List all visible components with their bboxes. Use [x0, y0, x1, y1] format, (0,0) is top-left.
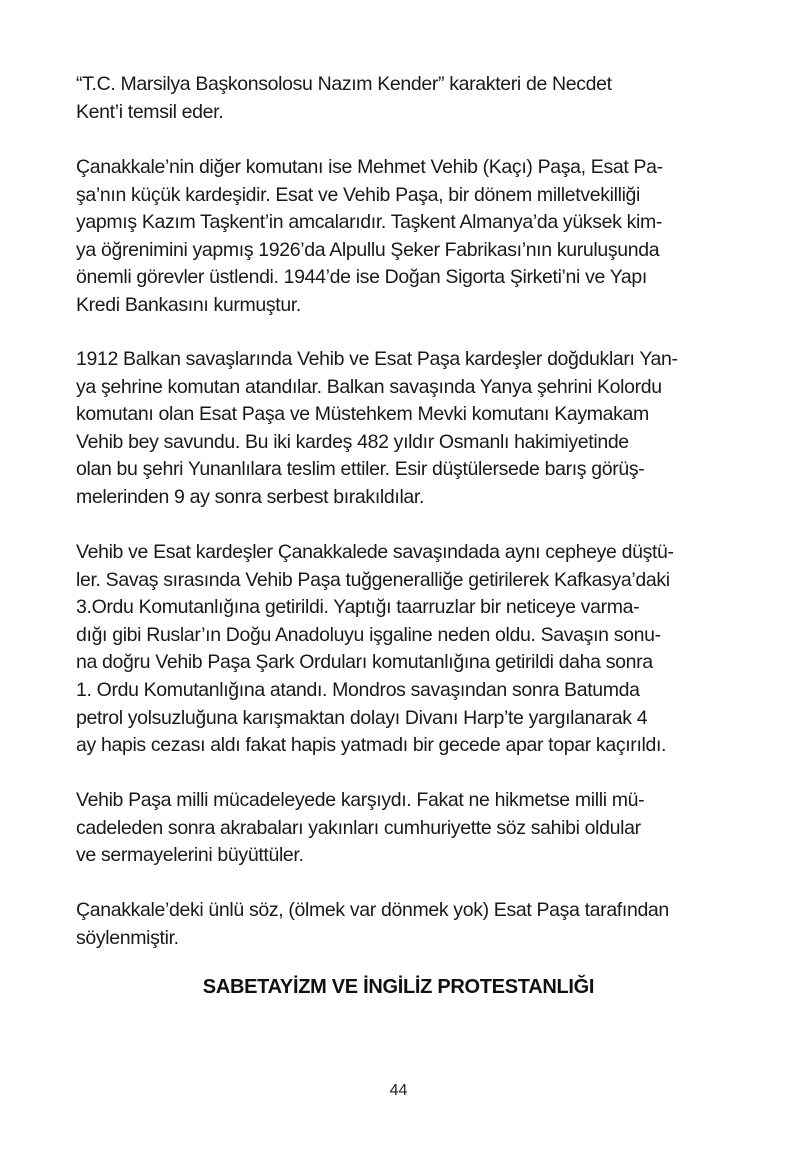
text-line: Çanakkale’deki ünlü söz, (ölmek var dönmek yok) Esat Paşa tarafından [76, 899, 669, 921]
text-line: melerinden 9 ay sonra serbest bırakıldılar. [76, 485, 425, 508]
text-line: 1. Ordu Komutanlığına atandı. Mondros savaşından sonra Batumda [76, 678, 640, 701]
text-line: şa’nın küçük kardeşidir. Esat ve Vehib Paşa, bir dönem milletvekilliği [76, 183, 641, 206]
text-line: Vehib Paşa milli mücadeleyede karşıydı. Fakat ne hikmetse milli mü- [76, 789, 645, 811]
text-line: ve sermayelerini büyüttüler. [76, 844, 304, 867]
text-line: Vehib ve Esat kardeşler Çanakkalede savaşındada aynı cepheye düştü- [76, 541, 674, 563]
text-line: na doğru Vehib Paşa Şark Orduları komutanlığına getirildi daha sonra [76, 651, 653, 674]
text-line: ya öğrenimini yapmış 1926’da Alpullu Şeker Fabrikası’nın kuruluşunda [76, 238, 660, 261]
text-line: “T.C. Marsilya Başkonsolosu Nazım Kender” karakteri de Necdet [76, 73, 612, 95]
text-line: yapmış Kazım Taşkent’in amcalarıdır. Taşkent Almanya’da yüksek kim- [76, 211, 662, 234]
paragraph-3 [76, 346, 724, 512]
paragraph-1 [76, 71, 724, 126]
text-line: Çanakkale’nin diğer komutanı ise Mehmet Vehib (Kaçı) Paşa, Esat Pa- [76, 156, 663, 178]
text-line: Kredi Bankasını kurmuştur. [76, 293, 302, 316]
text-line: petrol yolsuzluğuna karışmaktan dolayı Divanı Harp’te yargılanarak 4 [76, 706, 648, 729]
paragraph-6 [76, 897, 724, 952]
text-line: ay hapis cezası aldı fakat hapis yatmadı bir gecede apar topar kaçırıldı. [76, 734, 667, 757]
text-line: cadeleden sonra akrabaları yakınları cumhuriyette söz sahibi oldular [76, 816, 641, 839]
text-line: önemli görevler üstlendi. 1944’de ise Doğan Sigorta Şirketi’ni ve Yapı [76, 266, 647, 289]
text-line: Kent’i temsil eder. [76, 100, 224, 123]
text-line: ler. Savaş sırasında Vehib Paşa tuğgeneralliğe getirilerek Kafkasya’daki [76, 568, 670, 591]
text-line: dığı gibi Ruslar’ın Doğu Anadoluyu işgaline neden oldu. Savaşın sonu- [76, 623, 661, 646]
text-line: 3.Ordu Komutanlığına getirildi. Yaptığı taarruzlar bir neticeye varma- [76, 596, 640, 619]
page-number: 44 [389, 1082, 408, 1099]
text-line: komutanı olan Esat Paşa ve Müstehkem Mevki komutanı Kaymakam [76, 403, 649, 426]
paragraph-4 [76, 539, 724, 760]
text-line: Vehib bey savundu. Bu iki kardeş 482 yıldır Osmanlı hakimiyetinde [76, 430, 629, 453]
paragraph-5 [76, 787, 724, 870]
section-heading: SABETAYİZM VE İNGİLİZ PROTESTANLIĞI [202, 976, 595, 998]
text-line: ya şehrine komutan atandılar. Balkan savaşında Yanya şehrini Kolordu [76, 375, 662, 398]
text-line: söylenmiştir. [76, 926, 179, 949]
text-line: 1912 Balkan savaşlarında Vehib ve Esat Paşa kardeşler doğdukları Yan- [76, 348, 678, 370]
text-line: olan bu şehri Yunanlılara teslim ettiler. Esir düştülersede barış görüş- [76, 458, 645, 481]
paragraph-2 [76, 154, 724, 320]
